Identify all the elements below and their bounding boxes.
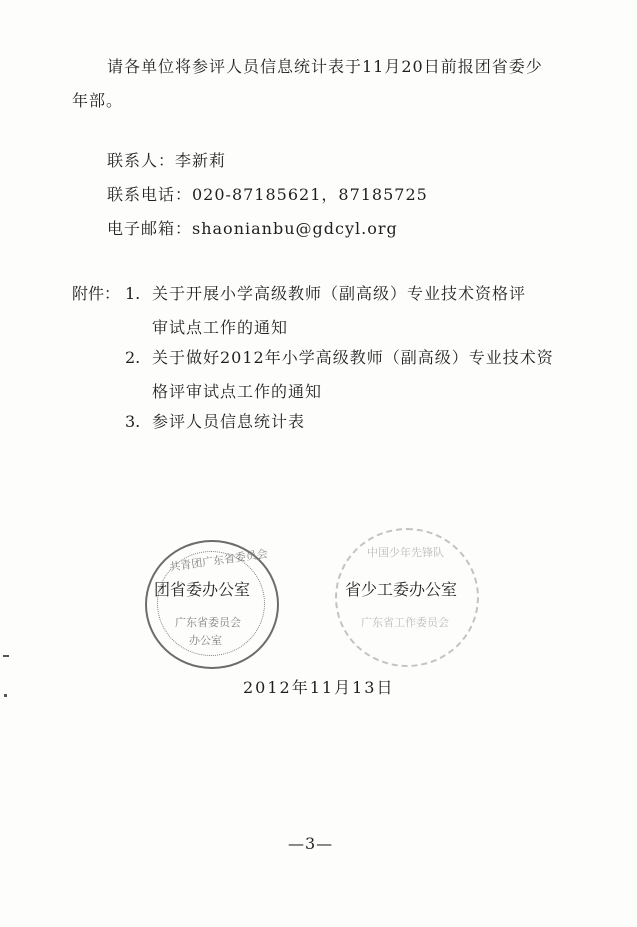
- attachment-2-number: 2.: [125, 348, 141, 367]
- seal-right-top-text: 中国少年先锋队: [367, 546, 444, 559]
- issue-date: 2012年11月13日: [243, 678, 395, 697]
- seal-right-bottom-text: 广东省工作委员会: [361, 616, 449, 629]
- attachments-label: 附件：: [72, 284, 121, 303]
- scan-mark: [3, 655, 9, 657]
- contact-person: 联系人：李新莉: [107, 151, 227, 170]
- attachment-1-line-2: 审试点工作的通知: [152, 318, 289, 337]
- youth-league-seal: [145, 540, 279, 669]
- page-number: —3—: [288, 834, 334, 853]
- attachment-2-line-1: 关于做好2012年小学高级教师（副高级）专业技术资: [152, 348, 554, 367]
- attachment-1-line-1: 关于开展小学高级教师（副高级）专业技术资格评: [152, 284, 527, 303]
- attachment-3-line-1: 参评人员信息统计表: [152, 412, 306, 431]
- seal-bottom-text-1: 广东省委员会: [175, 616, 241, 629]
- contact-email: 电子邮箱：shaonianbu@gdcyl.org: [107, 219, 398, 238]
- attachment-1-number: 1.: [125, 284, 141, 303]
- contact-phone: 联系电话：020-87185621，87185725: [107, 185, 428, 204]
- body-line-2: 年部。: [72, 91, 124, 110]
- signature-right: 省少工委办公室: [345, 580, 458, 599]
- seal-top-text: 共青团广东省委员会: [168, 547, 269, 574]
- signature-left: 团省委办公室: [154, 580, 251, 599]
- scan-mark: [4, 694, 7, 697]
- seal-bottom-text-2: 办公室: [189, 634, 222, 647]
- attachment-3-number: 3.: [125, 412, 141, 431]
- attachment-2-line-2: 格评审试点工作的通知: [152, 382, 323, 401]
- body-line-1: 请各单位将参评人员信息统计表于11月20日前报团省委少: [107, 57, 543, 76]
